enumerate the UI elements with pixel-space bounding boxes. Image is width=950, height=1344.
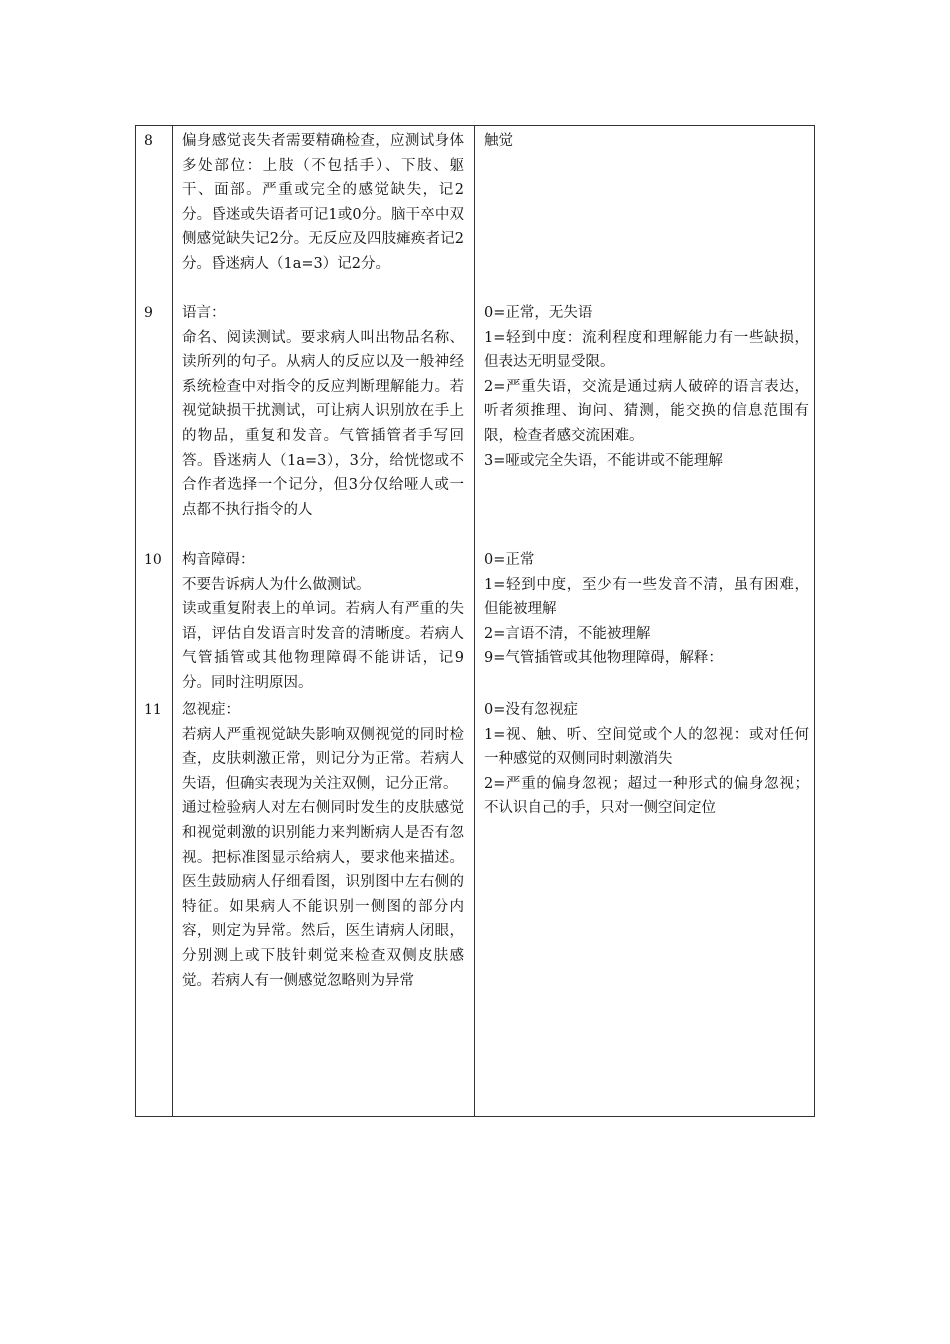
scoring-text: 2=严重失语，交流是通过病人破碎的语言表达，听者须推理、询问、猜测，能交换的信息范围有限，检查者感交流困难。 bbox=[484, 378, 809, 444]
description-text: 若病人严重视觉缺失影响双侧视觉的同时检查，皮肤刺激正常，则记分为正常。若病人失语，但确实表现为关注双侧，记分正常。 bbox=[182, 726, 464, 792]
item-description bbox=[182, 129, 464, 277]
scoring-text: 1=视、触、听、空间觉或个人的忽视：或对任何一种感觉的双侧同时刺激消失 bbox=[484, 726, 809, 768]
scoring-text: 9=气管插管或其他物理障碍，解释： bbox=[484, 650, 723, 667]
scoring-text: 触觉 bbox=[484, 133, 513, 149]
scoring-text: 1=轻到中度，至少有一些发音不清，虽有困难，但能被理解 bbox=[484, 576, 809, 618]
description-title: 构音障碍： bbox=[182, 552, 255, 568]
description-text: 通过检验病人对左右侧同时发生的皮肤感觉和视觉刺激的识别能力来判断病人是否有忽视。把标准图显示给病人，要求他来描述。医生鼓励病人仔细看图，识别图中左右侧的特征。如果病人不能识别一侧图的部分内容，则定为异常。然后，医生请病人闭眼，分别测上或下肢针刺觉来检查双侧皮肤感觉。若病人有一侧感觉忽略则为异常 bbox=[182, 800, 464, 989]
description-text: 命名、阅读测试。要求病人叫出物品名称、读所列的句子。从病人的反应以及一般神经系统检查中对指令的反应判断理解能力。若视觉缺损干扰测试，可让病人识别放在手上的物品，重复和发音。气管插管者手写回答。昏迷病人（1a=3），3分，给恍惚或不合作者选择一个记分，但3分仅给哑人或一点都不执行指令的人 bbox=[182, 329, 464, 518]
item-number: 8 bbox=[144, 133, 153, 149]
item-number: 9 bbox=[144, 305, 153, 321]
item-number: 10 bbox=[144, 552, 162, 568]
item-scoring bbox=[484, 548, 809, 671]
scoring-text: 0=正常 bbox=[484, 552, 535, 568]
column-divider bbox=[172, 126, 173, 1116]
scoring-text: 3=哑或完全失语，不能讲或不能理解 bbox=[484, 452, 723, 469]
item-scoring bbox=[484, 698, 809, 821]
item-scoring bbox=[484, 301, 809, 473]
scoring-text: 0=没有忽视症 bbox=[484, 702, 578, 718]
scoring-text: 0=正常，无失语 bbox=[484, 305, 593, 321]
description-title: 语言： bbox=[182, 305, 226, 321]
scoring-text: 2=严重的偏身忽视；超过一种形式的偏身忽视；不认识自己的手，只对一侧空间定位 bbox=[484, 775, 809, 817]
item-number: 11 bbox=[144, 702, 162, 718]
description-text: 读或重复附表上的单词。若病人有严重的失语，评估自发语言时发音的清晰度。若病人气管插管或其他物理障碍不能讲话，记9分。同时注明原因。 bbox=[182, 601, 464, 691]
description-title: 忽视症： bbox=[182, 702, 240, 718]
item-description bbox=[182, 698, 464, 993]
scoring-text: 1=轻到中度：流利程度和理解能力有一些缺损，但表达无明显受限。 bbox=[484, 329, 809, 371]
item-scoring bbox=[484, 129, 809, 154]
item-description bbox=[182, 301, 464, 522]
description-text: 偏身感觉丧失者需要精确检查，应测试身体多处部位：上肢（不包括手）、下肢、躯干、面部。严重或完全的感觉缺失，记2分。昏迷或失语者可记1或0分。脑干卒中双侧感觉缺失记2分。无反应及四肢瘫痪者记2分。昏迷病人（1a=3）记2分。 bbox=[182, 133, 464, 272]
column-divider bbox=[474, 126, 475, 1116]
item-description bbox=[182, 548, 464, 696]
scoring-text: 2=言语不清，不能被理解 bbox=[484, 625, 651, 642]
nihss-table bbox=[135, 125, 815, 1117]
description-text: 不要告诉病人为什么做测试。 bbox=[182, 576, 371, 593]
